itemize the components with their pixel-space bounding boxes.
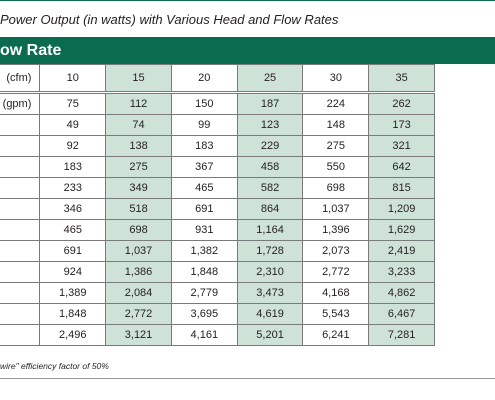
power-output-table [0,64,435,346]
table-cell: 4,862 [369,283,435,304]
table-cell: 4,619 [237,304,303,325]
table-cell: 1,037 [106,241,172,262]
table-cell: 3,473 [237,283,303,304]
table-cell: 321 [369,136,435,157]
row-label [0,262,40,283]
table-cell: 582 [237,178,303,199]
table-cell: 10 [40,65,106,93]
table-row [0,220,435,241]
table-row [0,241,435,262]
row-label [0,136,40,157]
footnote: wire" efficiency factor of 50% [0,361,109,371]
table-cell: 20 [171,65,237,93]
table-cell: 691 [40,241,106,262]
table-cell: 233 [40,178,106,199]
table-cell: 2,310 [237,262,303,283]
row-label [0,325,40,346]
table-cell: 3,695 [171,304,237,325]
table-row [0,199,435,220]
table-cell: 458 [237,157,303,178]
table-cell: 6,467 [369,304,435,325]
table-row [0,65,435,93]
table-cell: 465 [171,178,237,199]
table-row [0,136,435,157]
table-cell: 5,201 [237,325,303,346]
table-cell: 275 [106,157,172,178]
table-cell: 2,073 [303,241,369,262]
table-cell: 112 [106,93,172,115]
table-cell: 1,396 [303,220,369,241]
table-cell: 148 [303,115,369,136]
table-cell: 173 [369,115,435,136]
table-cell: 931 [171,220,237,241]
table-cell: 1,382 [171,241,237,262]
table-cell: 1,164 [237,220,303,241]
table-row [0,262,435,283]
top-rule [0,0,495,1]
table-cell: 150 [171,93,237,115]
table-cell: 25 [237,65,303,93]
table-row [0,178,435,199]
table-cell: 1,629 [369,220,435,241]
table-cell: 6,241 [303,325,369,346]
table-cell: 183 [40,157,106,178]
table-cell: 224 [303,93,369,115]
table-cell: 187 [237,93,303,115]
table-cell: 4,161 [171,325,237,346]
table-cell: 349 [106,178,172,199]
table-row [0,93,435,115]
table-cell: 1,209 [369,199,435,220]
table-cell: 2,419 [369,241,435,262]
table-cell: 4,168 [303,283,369,304]
table-cell: 691 [171,199,237,220]
table-cell: 550 [303,157,369,178]
table-cell: 642 [369,157,435,178]
table-cell: 30 [303,65,369,93]
row-label [0,220,40,241]
row-label [0,115,40,136]
table-cell: 229 [237,136,303,157]
table-cell: 74 [106,115,172,136]
table-cell: 2,772 [106,304,172,325]
table-cell: 49 [40,115,106,136]
table-row [0,157,435,178]
table-cell: 698 [303,178,369,199]
table-cell: 924 [40,262,106,283]
table-cell: 35 [369,65,435,93]
table-cell: 1,037 [303,199,369,220]
table-row [0,115,435,136]
row-label [0,157,40,178]
table-cell: 92 [40,136,106,157]
table-cell: 815 [369,178,435,199]
table-cell: 99 [171,115,237,136]
row-label [0,178,40,199]
table-cell: 518 [106,199,172,220]
table-cell: 1,848 [40,304,106,325]
table-cell: 262 [369,93,435,115]
table-cell: 15 [106,65,172,93]
flow-rate-header [0,37,495,64]
table-cell: 3,233 [369,262,435,283]
table-row [0,325,435,346]
row-label: (gpm) [0,93,40,115]
row-label: (cfm) [0,65,40,93]
table-cell: 1,386 [106,262,172,283]
table-cell: 275 [303,136,369,157]
table-cell: 1,389 [40,283,106,304]
table-cell: 2,772 [303,262,369,283]
table-cell: 5,543 [303,304,369,325]
row-label [0,241,40,262]
table-cell: 75 [40,93,106,115]
table-title: Power Output (in watts) with Various Head and Flow Rates [0,12,339,27]
table-cell: 183 [171,136,237,157]
table-cell: 3,121 [106,325,172,346]
table-cell: 2,779 [171,283,237,304]
table-cell: 864 [237,199,303,220]
table-cell: 138 [106,136,172,157]
table-cell: 367 [171,157,237,178]
table-cell: 2,084 [106,283,172,304]
row-label [0,304,40,325]
row-label [0,199,40,220]
table-row [0,283,435,304]
table-cell: 123 [237,115,303,136]
row-label [0,283,40,304]
table-cell: 1,728 [237,241,303,262]
table-cell: 465 [40,220,106,241]
table-cell: 698 [106,220,172,241]
table-cell: 7,281 [369,325,435,346]
table-row [0,304,435,325]
bottom-rule [0,378,495,379]
table-cell: 1,848 [171,262,237,283]
table-cell: 2,496 [40,325,106,346]
flow-rate-label: ow Rate [0,42,62,59]
table-cell: 346 [40,199,106,220]
